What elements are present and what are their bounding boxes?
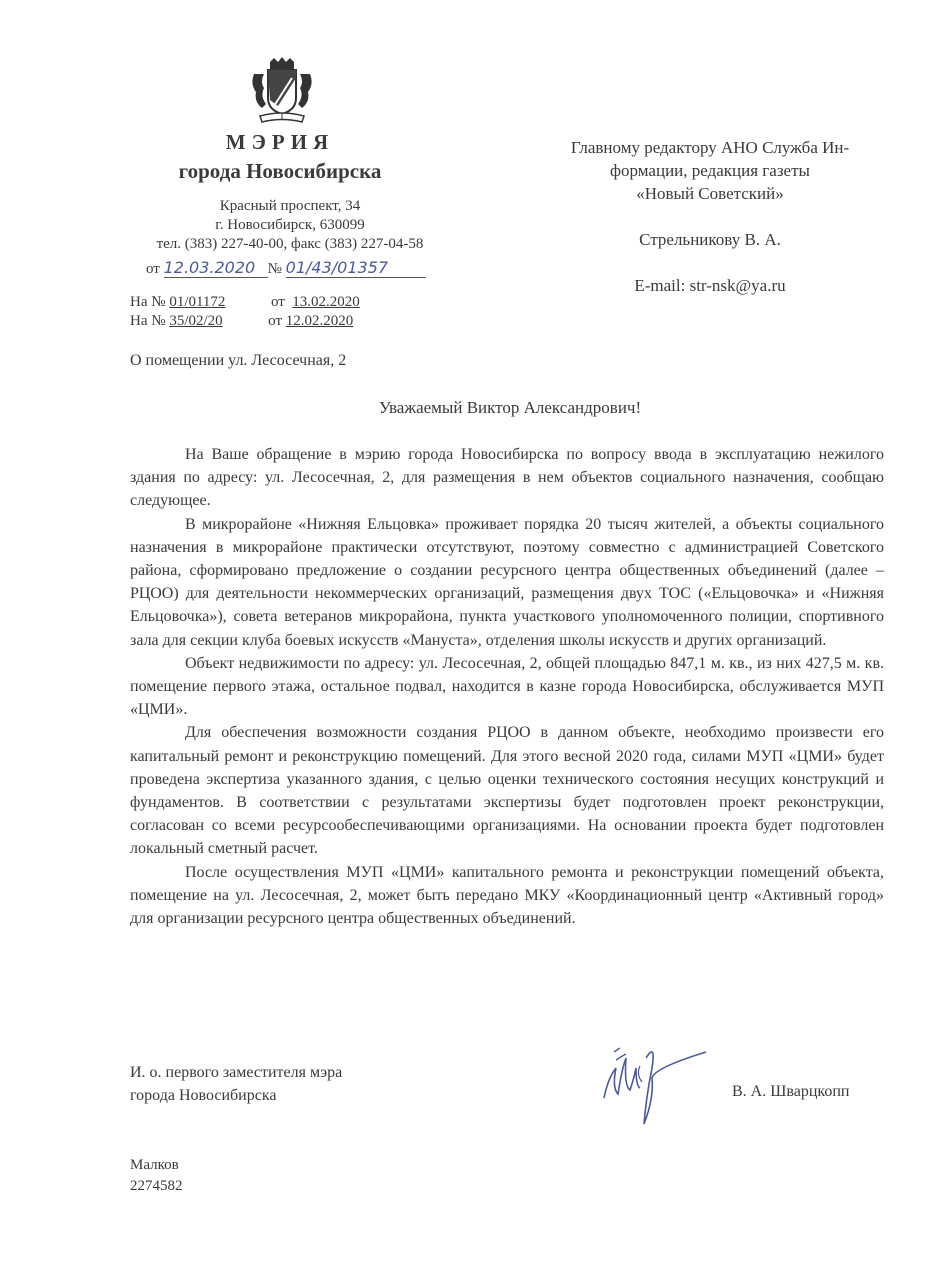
ref-date: 12.02.2020: [285, 313, 354, 329]
organization-subtitle: города Новосибирска: [178, 159, 382, 183]
ref-prefix: На №: [130, 313, 166, 329]
reference-row: [130, 312, 360, 331]
ref-date: 13.02.2020: [292, 294, 360, 310]
outgoing-number: 01/43/01357: [286, 259, 426, 278]
executor-phone: 2274582: [130, 1178, 183, 1194]
letter-subject: О помещении ул. Лесосечная, 2: [130, 352, 347, 369]
paragraph: После осуществления МУП «ЦМИ» капитального ремонта и реконструкции помещений объекта, помещение на ул. Лесосечная, 2, может быть передано МКУ «Координационный центр «Активный город» для организации ресурсного центра общественных объединений.: [130, 863, 884, 928]
signatory-position: [130, 1061, 342, 1107]
signatory-name: В. А. Шварцкопп: [732, 1083, 850, 1100]
date-prefix: от: [146, 261, 160, 277]
reference-numbers: [130, 293, 360, 331]
paragraph: Для обеспечения возможности создания РЦОО в данном объекте, необходимо произвести его капитальный ремонт и реконструкцию помещений. Для этого весной 2020 года, силами МУП «ЦМИ» будет проведена экспертиза указанного здания, с целью оценки технического состояния несущих конструкций и фундаментов. В соответствии с результатами экспертизы будет подготовлен проект реконструкции, согласован со всеми ресурсообеспечивающими организациями. На основании проекта будет подготовлен локальный сметный расчет.: [130, 724, 884, 858]
executor-name: Малков: [130, 1157, 179, 1173]
executor-info: [130, 1155, 183, 1197]
address-line: Красный проспект, 34: [219, 198, 361, 214]
outgoing-registration: [146, 259, 426, 278]
recipient-email: E-mail: str-nsk@ya.ru: [634, 276, 786, 295]
recipient-line: формации, редакция газеты: [610, 161, 810, 180]
coat-of-arms-icon: [248, 56, 316, 128]
address-line: г. Новосибирск, 630099: [215, 217, 365, 233]
letter-body: [130, 443, 884, 930]
ref-date-prefix: от: [270, 294, 285, 310]
address-line: тел. (383) 227-40-00, факс (383) 227-04-58: [156, 236, 424, 252]
position-line: города Новосибирска: [130, 1087, 277, 1104]
position-line: И. о. первого заместителя мэра: [130, 1064, 343, 1081]
ref-number: 35/02/20: [169, 313, 223, 329]
recipient-line: Главному редактору АНО Служба Ин-: [570, 138, 850, 157]
ref-number: 01/01172: [169, 294, 226, 310]
reference-row: [130, 293, 360, 312]
number-prefix: №: [267, 261, 282, 277]
outgoing-date: 12.03.2020: [164, 259, 268, 278]
recipient-block: [520, 136, 900, 297]
paragraph: В микрорайоне «Нижняя Ельцовка» проживает порядка 20 тысяч жителей, а объекты социального назначения в микрорайоне практически отсутствуют, поэтому совместно с администрацией Советского района, сформировано предложение о создании ресурсного центра общественных объединений (далее – РЦОО) для деятельности некоммерческих организаций, размещения двух ТОС («Ельцовочка» и «Нижняя Ельцовочка»), совета ветеранов микрорайона, пункта участкового уполномоченного полиции, спортивного зала для секции клуба боевых искусств «Мануста», отделения школы искусств и других организаций.: [130, 515, 884, 649]
handwritten-signature-icon: [596, 1038, 716, 1130]
recipient-name: Стрельникову В. А.: [639, 230, 781, 249]
ref-prefix: На №: [130, 294, 166, 310]
paragraph: На Ваше обращение в мэрию города Новосибирска по вопросу ввода в эксплуатацию нежилого здания по адресу: ул. Лесосечная, 2, для размещения в нем объектов социального назначения, сообщаю следующее.: [130, 446, 884, 510]
paragraph: Объект недвижимости по адресу: ул. Лесосечная, 2, общей площадью 847,1 м. кв., из них 427,5 м. кв. помещение первого этажа, остальное подвал, находится в казне города Новосибирска, обслуживается МУП «ЦМИ».: [130, 654, 884, 719]
recipient-line: «Новый Советский»: [636, 184, 784, 203]
ref-date-prefix: от: [268, 313, 283, 329]
organization-title: МЭРИЯ: [225, 130, 335, 154]
organization-address: [120, 197, 460, 254]
salutation: Уважаемый Виктор Александрович!: [378, 398, 642, 417]
